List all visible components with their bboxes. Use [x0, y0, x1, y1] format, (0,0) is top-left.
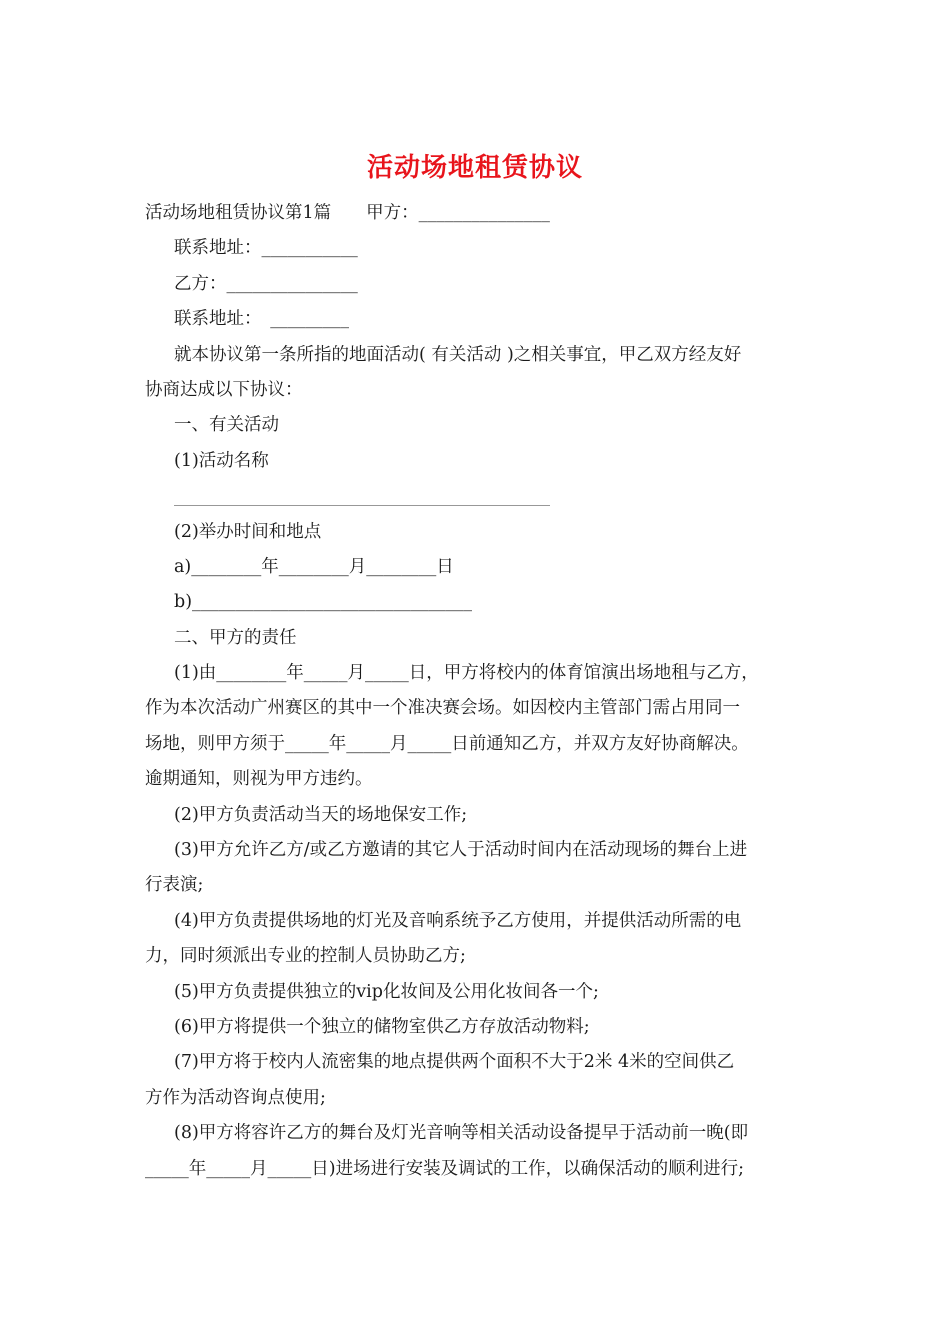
text-line: (4)甲方负责提供场地的灯光及音响系统予乙方使用，并提供活动所需的电: [174, 910, 742, 931]
text-line: 方作为活动咨询点使用;: [145, 1087, 326, 1108]
text-line: 活动场地租赁协议第1篇 甲方：_______________: [145, 203, 550, 223]
text-line: 乙方：_______________: [174, 273, 358, 294]
text-line: 行表演;: [145, 875, 204, 896]
text-line: (6)甲方将提供一个独立的储物室供乙方存放活动物料;: [174, 1016, 590, 1037]
text-line: _____年_____月_____日)进场进行安装及调试的工作，以确保活动的顺利进行;: [145, 1158, 744, 1179]
text-line: 联系地址： _________: [174, 309, 349, 330]
text-line: (2)举办时间和地点: [174, 521, 322, 542]
text-line: (1)活动名称: [174, 450, 269, 471]
text-line: 协商达成以下协议：: [145, 379, 303, 400]
text-line: b)________________________________: [174, 592, 473, 613]
text-line: (7)甲方将于校内人流密集的地点提供两个面积不大于2米 4米的空间供乙: [174, 1052, 735, 1073]
document-title: 活动场地租赁协议: [366, 153, 583, 183]
document-body: [145, 196, 810, 1187]
text-line: 逾期通知，则视为甲方违约。: [145, 769, 373, 790]
text-line: a)________年________月________日: [174, 556, 454, 577]
text-line: _______________________________________________: [174, 487, 550, 507]
text-line: (1)由________年_____月_____日，甲方将校内的体育馆演出场地租与乙方，: [174, 663, 759, 684]
text-line: 力，同时须派出专业的控制人员协助乙方;: [145, 946, 466, 967]
text-line: 二、甲方的责任: [174, 627, 297, 648]
text-line: 场地，则甲方须于_____年_____月_____日前通知乙方，并双方友好协商解决。: [145, 733, 749, 754]
text-line: (2)甲方负责活动当天的场地保安工作;: [174, 804, 468, 825]
text-line: 就本协议第一条所指的地面活动( 有关活动 )之相关事宜，甲乙双方经友好: [174, 344, 742, 365]
text-line: (5)甲方负责提供独立的vip化妆间及公用化妆间各一个;: [174, 981, 599, 1002]
text-line: 作为本次活动广州赛区的其中一个准决赛会场。如因校内主管部门需占用同一: [145, 698, 740, 719]
text-line: 一、有关活动: [174, 415, 279, 436]
text-line: (8)甲方将容许乙方的舞台及灯光音响等相关活动设备提早于活动前一晚(即: [174, 1123, 749, 1144]
text-line: (3)甲方允许乙方/或乙方邀请的其它人于活动时间内在活动现场的舞台上进: [174, 840, 748, 861]
text-line: 联系地址：___________: [174, 238, 358, 259]
